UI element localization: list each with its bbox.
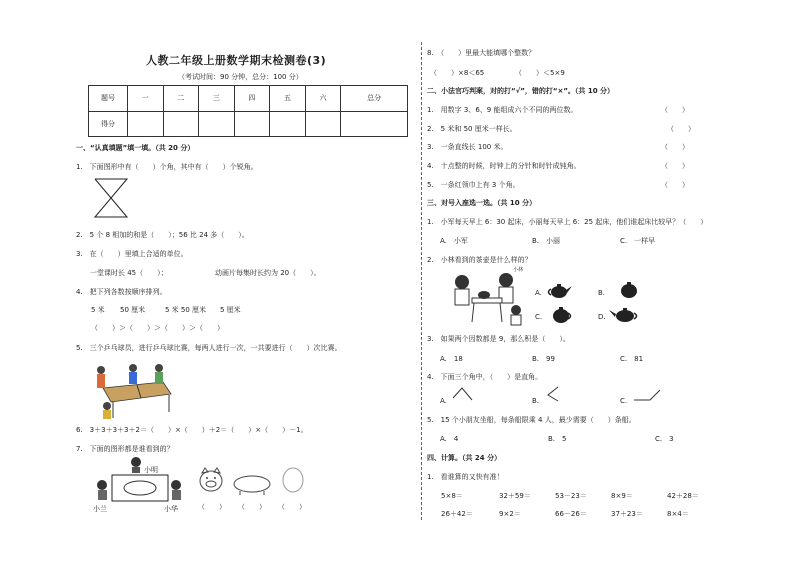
score-input[interactable] <box>163 111 199 137</box>
choice-1-option-a[interactable]: A. 小军 <box>440 237 468 245</box>
calc-title: 1. 看谁算的又快有准！ <box>427 473 504 481</box>
choice-4-option-c[interactable]: C. <box>620 397 628 405</box>
calc-item[interactable]: 66－26＝ <box>555 510 587 518</box>
name-xiaoming: 小明 <box>144 466 158 474</box>
score-cell: 题号 <box>89 86 128 112</box>
choice-3: 3. 如果两个因数都是 9，那么积是（ ）。 <box>427 335 570 343</box>
q4-item: 5 米 <box>91 306 105 314</box>
score-input[interactable] <box>305 111 341 137</box>
score-value-row <box>89 111 408 137</box>
choice-4-option-b[interactable]: B. <box>532 397 540 405</box>
section-1-heading: 一、“认真填题”填一填。（共 20 分） <box>76 144 195 152</box>
score-cell: 二 <box>163 86 199 112</box>
choice-1-option-b[interactable]: B. 小丽 <box>532 237 561 245</box>
judge-item-2: 2. 5 米和 50 厘米一样长。 <box>427 125 517 133</box>
page-title: 人教二年级上册数学期末检测卷(3) <box>146 54 327 67</box>
question-8: 8. （ ）里最大能填哪个整数？ <box>427 49 536 57</box>
score-input[interactable] <box>199 111 235 137</box>
choice-5-option-c[interactable]: C. 3 <box>655 435 674 443</box>
choice-3-option-b[interactable]: B. 99 <box>532 355 555 363</box>
calc-item[interactable]: 5×8＝ <box>441 492 463 500</box>
calc-item[interactable]: 53－23＝ <box>555 492 587 500</box>
question-3: 3. 在（ ）里填上合适的单位。 <box>76 250 188 258</box>
choice-3-option-a[interactable]: A. 18 <box>440 355 463 363</box>
section-3-heading: 三、对号入座选一选。（共 10 分） <box>427 199 537 207</box>
name-xiaolan: 小兰 <box>93 505 107 513</box>
judge-blank-1[interactable]: （ ） <box>661 106 689 114</box>
teapot-icon <box>550 305 572 323</box>
question-6: 6. 3＋3＋3＋3＋2＝（ ）×（ ）＋2＝（ ）×（ ）－1。 <box>76 426 308 434</box>
q7-blank[interactable]: （ ） <box>278 503 306 511</box>
judge-item-3: 3. 一条直线长 100 米。 <box>427 143 508 151</box>
calc-item[interactable]: 42＋28＝ <box>667 492 699 500</box>
question-3b: 动画片每集时长约为 20（ ）。 <box>215 269 321 277</box>
choice-4-option-a[interactable]: A. <box>440 397 447 405</box>
choice-4: 4. 下面三个角中，（ ）是直角。 <box>427 373 543 381</box>
table-tennis-illustration <box>93 360 173 420</box>
question-1: 1. 下面图形中有（ ）个角，其中有（ ）个锐角。 <box>76 163 258 171</box>
choice-5: 5. 15 个小朋友坐船，每条船限乘 4 人，最少需要（ ）条船。 <box>427 416 636 424</box>
q4-item: 5 米 50 厘米 <box>165 306 207 314</box>
choice-2-option-c[interactable]: C. <box>535 313 543 321</box>
judge-blank-5[interactable]: （ ） <box>661 181 689 189</box>
question-7: 7. 下面的图形都是谁看到的？ <box>76 445 174 453</box>
pig-front-view <box>198 467 224 493</box>
name-xiaohua: 小华 <box>164 505 178 513</box>
angle-b-figure <box>544 386 562 402</box>
score-cell: 得分 <box>89 111 128 137</box>
question-8a: （ ）×8＜65 <box>430 69 485 77</box>
q4-order-blanks: （ ）＞（ ）＞（ ）＞（ ） <box>91 324 224 332</box>
calc-item[interactable]: 8×9＝ <box>611 492 633 500</box>
choice-5-option-a[interactable]: A. 4 <box>440 435 459 443</box>
angle-c-figure <box>632 388 662 404</box>
column-divider <box>421 42 422 520</box>
q7-blank[interactable]: （ ） <box>238 503 266 511</box>
score-cell: 总分 <box>341 86 408 112</box>
hourglass-figure <box>94 178 128 218</box>
choice-2-option-b[interactable]: B. <box>598 289 606 297</box>
calc-item[interactable]: 32＋59＝ <box>499 492 531 500</box>
exam-info: （考试时间：90 分钟，总分：100 分） <box>178 73 303 81</box>
score-cell: 三 <box>199 86 235 112</box>
score-input[interactable] <box>234 111 270 137</box>
calc-item[interactable]: 37＋23＝ <box>611 510 643 518</box>
choice-2-option-d[interactable]: D. <box>598 313 606 321</box>
calc-item[interactable]: 26＋42＝ <box>441 510 473 518</box>
teapot-icon <box>620 280 638 298</box>
choice-1-option-c[interactable]: C. 一样早 <box>620 237 656 245</box>
pig-side-view <box>230 474 274 496</box>
score-input[interactable] <box>128 111 164 137</box>
choice-5-option-b[interactable]: B. 5 <box>548 435 567 443</box>
choice-2: 2. 小林看到的茶壶是什么样的？ <box>427 256 532 264</box>
judge-item-4: 4. 十点整的时候，时钟上的分针和时针成钝角。 <box>427 162 581 170</box>
choice-3-option-c[interactable]: C. 81 <box>620 355 644 363</box>
score-input[interactable] <box>341 111 408 137</box>
question-3a: 一堂课时长 45（ ）； <box>90 269 168 277</box>
judge-item-5: 5. 一条红领巾上有 3 个角。 <box>427 181 520 189</box>
q4-item: 50 厘米 <box>120 306 146 314</box>
judge-item-1: 1. 用数字 3、6、9 能组成六个不同的两位数。 <box>427 106 578 114</box>
teapot-icon <box>608 306 642 322</box>
teapot-icon <box>546 282 572 298</box>
score-table <box>88 85 408 137</box>
calc-item[interactable]: 8×4＝ <box>667 510 689 518</box>
question-8b: （ ）＜5×9 <box>515 69 565 77</box>
q4-item: 5 厘米 <box>220 306 241 314</box>
judge-blank-4[interactable]: （ ） <box>661 162 689 170</box>
children-at-table-illustration <box>444 270 528 326</box>
section-2-heading: 二、小法官巧判案，对的打“√”，错的打“×”。（共 10 分） <box>427 87 615 95</box>
choice-2-option-a[interactable]: A. <box>535 289 542 297</box>
q7-blank[interactable]: （ ） <box>198 503 226 511</box>
judge-blank-2[interactable]: （ ） <box>667 125 695 133</box>
score-input[interactable] <box>270 111 306 137</box>
score-cell: 六 <box>305 86 341 112</box>
section-4-heading: 四、计算。（共 24 分） <box>427 454 502 462</box>
calc-item[interactable]: 9×2＝ <box>499 510 521 518</box>
question-4: 4. 把下列各数按顺序排列。 <box>76 288 167 296</box>
score-header-row <box>89 86 408 112</box>
question-5: 5. 三个乒乓球员，进行乒乓球比赛，每两人进行一次，一共要进行（ ）次比赛。 <box>76 344 342 352</box>
score-cell: 五 <box>270 86 306 112</box>
score-cell: 四 <box>234 86 270 112</box>
choice-1: 1. 小军每天早上 6：30 起床，小丽每天早上 6：25 起床，他们谁起床比较早？（ ） <box>427 218 708 226</box>
pig-back-view <box>282 466 304 494</box>
judge-blank-3[interactable]: （ ） <box>661 143 689 151</box>
question-2: 2. 5 个 8 相加的和是（ ）；56 比 24 多（ ）。 <box>76 231 249 239</box>
xiaolin-label: 小林 <box>513 267 524 273</box>
angle-a-figure <box>452 386 474 402</box>
score-cell: 一 <box>128 86 164 112</box>
